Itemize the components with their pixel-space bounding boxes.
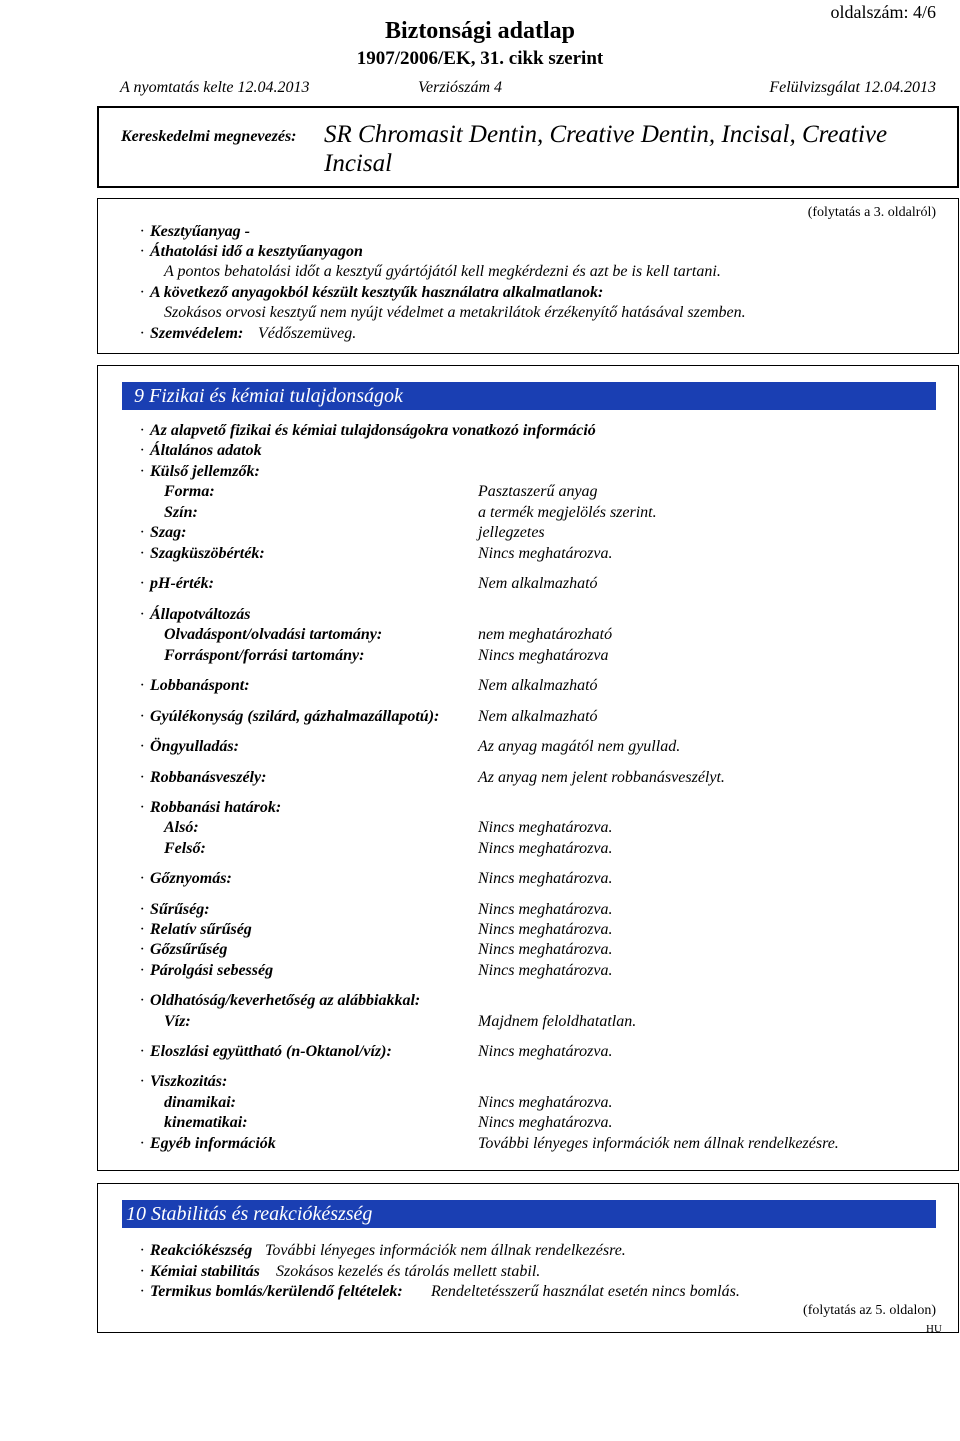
section-9-heading-text: 9 Fizikai és kémiai tulajdonságok xyxy=(134,385,403,407)
property-value: jellegzetes xyxy=(478,524,545,541)
bullet-dot: · xyxy=(140,992,144,1009)
property-value: Nincs meghatározva xyxy=(478,647,609,664)
property-value: Nem alkalmazható xyxy=(478,677,598,694)
property-label: Egyéb információk xyxy=(150,1135,276,1152)
property-label: Szín: xyxy=(164,504,198,521)
bullet-dot: · xyxy=(140,901,144,918)
section-8-label: A következő anyagokból készült kesztyűk használatra alkalmatlanok: xyxy=(150,284,604,301)
property-label: Eloszlási együttható (n-Oktanol/víz): xyxy=(150,1043,392,1060)
print-date: A nyomtatás kelte 12.04.2013 xyxy=(120,79,310,96)
property-value: További lényeges információk nem állnak rendelkezésre. xyxy=(478,1135,839,1152)
property-label: Felső: xyxy=(164,840,206,857)
property-label: Forma: xyxy=(164,483,215,500)
bullet-dot: · xyxy=(140,223,144,240)
bullet-dot: · xyxy=(140,1135,144,1152)
property-value: Nincs meghatározva. xyxy=(478,545,613,562)
bullet-dot: · xyxy=(140,575,144,592)
bullet-dot: · xyxy=(140,738,144,755)
continued-from: (folytatás a 3. oldalról) xyxy=(807,205,936,220)
bullet-dot: · xyxy=(140,545,144,562)
bullet-dot: · xyxy=(140,1043,144,1060)
property-value: Nincs meghatározva. xyxy=(478,819,613,836)
property-label: Relatív sűrűség xyxy=(150,921,252,938)
section-8-text: A pontos behatolási időt a kesztyű gyártójától kell megkérdezni és azt be is kell tartani. xyxy=(164,263,721,280)
property-label: Olvadáspont/olvadási tartomány: xyxy=(164,626,383,643)
property-label: Oldhatóság/keverhetőség az alábbiakkal: xyxy=(150,992,421,1009)
section-10-label: Termikus bomlás/kerülendő feltételek: xyxy=(150,1283,403,1300)
property-value: Nincs meghatározva. xyxy=(478,870,613,887)
property-label: Robbanásveszély: xyxy=(150,769,267,786)
property-value: Nincs meghatározva. xyxy=(478,840,613,857)
revision-date: Felülvizsgálat 12.04.2013 xyxy=(769,79,936,96)
bullet-dot: · xyxy=(140,1242,144,1259)
bullet-dot: · xyxy=(140,677,144,694)
property-label: Külső jellemzők: xyxy=(150,463,260,480)
section-8-text: Védőszemüveg. xyxy=(258,325,357,342)
property-label: kinematikai: xyxy=(164,1114,248,1131)
property-value: Nincs meghatározva. xyxy=(478,941,613,958)
bullet-dot: · xyxy=(140,799,144,816)
bullet-dot: · xyxy=(140,422,144,439)
property-label: pH-érték: xyxy=(150,575,214,592)
property-value: Majdnem feloldhatatlan. xyxy=(478,1013,637,1030)
bullet-dot: · xyxy=(140,1073,144,1090)
property-value: Az anyag nem jelent robbanásveszélyt. xyxy=(478,769,725,786)
property-value: nem meghatározható xyxy=(478,626,613,643)
trade-name-box xyxy=(97,106,959,188)
version-number: Verziószám 4 xyxy=(418,79,503,96)
section-8-label: Szemvédelem: xyxy=(150,325,244,342)
property-label: Állapotváltozás xyxy=(150,606,251,623)
bullet-dot: · xyxy=(140,442,144,459)
section-10-text: Rendeltetésszerű használat esetén nincs bomlás. xyxy=(431,1283,740,1300)
bullet-dot: · xyxy=(140,463,144,480)
section-8-label: Áthatolási idő a kesztyűanyagon xyxy=(150,243,363,260)
document-title: Biztonsági adatlap xyxy=(384,18,576,44)
bullet-dot: · xyxy=(140,1283,144,1300)
bullet-dot: · xyxy=(140,870,144,887)
bullet-dot: · xyxy=(140,1263,144,1280)
property-label: Gőzsűrűség xyxy=(150,941,228,958)
section-10-heading xyxy=(122,1200,936,1228)
section-10-heading-text: 10 Stabilitás és reakciókészség xyxy=(126,1203,373,1225)
bullet-dot: · xyxy=(140,708,144,725)
property-label: Gyúlékonyság (szilárd, gázhalmazállapotú): xyxy=(150,708,440,725)
section-9-heading xyxy=(122,382,936,410)
section-8-label: Kesztyűanyag - xyxy=(150,223,250,240)
page-number: oldalszám: 4/6 xyxy=(830,2,936,22)
property-label: dinamikai: xyxy=(164,1094,237,1111)
property-label: Általános adatok xyxy=(150,442,262,459)
bullet-dot: · xyxy=(140,941,144,958)
property-label: Forráspont/forrási tartomány: xyxy=(164,647,365,664)
property-value: Pasztaszerű anyag xyxy=(478,483,598,500)
property-label: Lobbanáspont: xyxy=(150,677,250,694)
property-label: Öngyulladás: xyxy=(150,738,239,755)
bullet-dot: · xyxy=(140,243,144,260)
property-value: Nincs meghatározva. xyxy=(478,962,613,979)
property-value: Nincs meghatározva. xyxy=(478,901,613,918)
trade-name-line-2: Incisal xyxy=(324,150,393,177)
bullet-dot: · xyxy=(140,524,144,541)
property-value: Nincs meghatározva. xyxy=(478,1094,613,1111)
section-8-text: Szokásos orvosi kesztyű nem nyújt védelmet a metakrilátok érzékenyítő hatásával szemben. xyxy=(164,304,746,321)
property-label: Robbanási határok: xyxy=(150,799,282,816)
property-value: Nincs meghatározva. xyxy=(478,1043,613,1060)
property-label: Alsó: xyxy=(164,819,199,836)
property-value: Nem alkalmazható xyxy=(478,708,598,725)
section-10-label: Reakciókészség xyxy=(150,1242,253,1259)
bullet-dot: · xyxy=(140,921,144,938)
section-9-box xyxy=(97,365,959,1171)
bullet-dot: · xyxy=(140,325,144,342)
property-value: a termék megjelölés szerint. xyxy=(478,504,657,521)
property-label: Sűrűség: xyxy=(150,901,210,918)
section-10-box xyxy=(97,1183,959,1333)
bullet-dot: · xyxy=(140,606,144,623)
language-code: HU xyxy=(926,1323,942,1335)
property-value: Nem alkalmazható xyxy=(478,575,598,592)
property-label: Az alapvető fizikai és kémiai tulajdonságokra vonatkozó információ xyxy=(150,422,596,439)
trade-name-line-1: SR Chromasit Dentin, Creative Dentin, Incisal, Creative xyxy=(324,121,888,148)
property-value: Nincs meghatározva. xyxy=(478,921,613,938)
property-value: Az anyag magától nem gyullad. xyxy=(478,738,681,755)
property-label: Szag: xyxy=(150,524,187,541)
continued-to: (folytatás az 5. oldalon) xyxy=(803,1303,936,1318)
bullet-dot: · xyxy=(140,284,144,301)
section-8-continuation xyxy=(97,198,959,354)
property-label: Gőznyomás: xyxy=(150,870,232,887)
property-label: Víz: xyxy=(164,1013,191,1030)
section-10-text: További lényeges információk nem állnak rendelkezésre. xyxy=(265,1242,626,1259)
property-label: Szagküszöbérték: xyxy=(150,545,265,562)
bullet-dot: · xyxy=(140,962,144,979)
property-label: Párolgási sebesség xyxy=(150,962,274,979)
document-subtitle: 1907/2006/EK, 31. cikk szerint xyxy=(356,48,604,69)
section-10-text: Szokásos kezelés és tárolás mellett stabil. xyxy=(276,1263,541,1280)
property-value: Nincs meghatározva. xyxy=(478,1114,613,1131)
bullet-dot: · xyxy=(140,769,144,786)
property-label: Viszkozitás: xyxy=(150,1073,228,1090)
trade-name-label: Kereskedelmi megnevezés: xyxy=(121,128,297,145)
section-10-label: Kémiai stabilitás xyxy=(150,1263,260,1280)
